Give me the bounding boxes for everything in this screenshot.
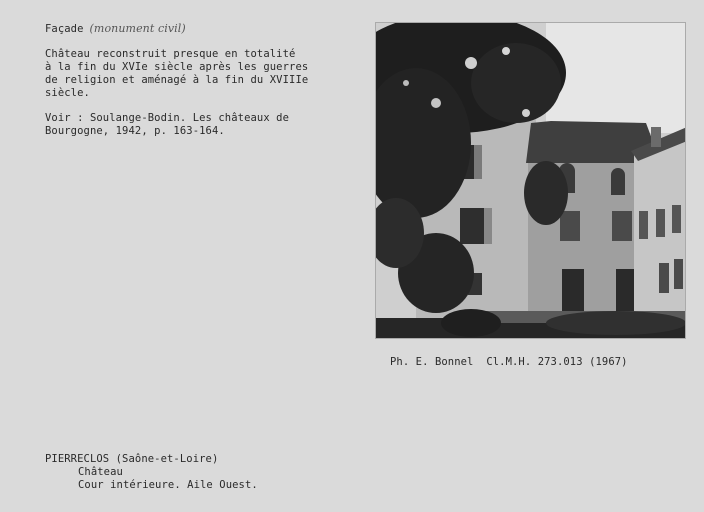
description-line: à la fin du XVIe siècle après les guerres [45, 61, 309, 73]
photo-credit: Ph. E. Bonnel Cl.M.H. 273.013 (1967) [390, 356, 628, 368]
location-building: Château [78, 466, 123, 478]
location-view: Cour intérieure. Aile Ouest. [78, 479, 258, 491]
reference-line: Voir : Soulange-Bodin. Les châteaux de [45, 112, 290, 124]
handwritten-annotation: (monument civil) [89, 22, 186, 35]
bibliographic-reference [45, 112, 289, 138]
description-line: Château reconstruit presque en totalité [45, 48, 296, 60]
reference-line: Bourgogne, 1942, p. 163-164. [45, 125, 225, 137]
chateau-photograph [375, 22, 686, 339]
description-line: de religion et aménagé à la fin du XVIIIe [45, 74, 309, 86]
description-line: siècle. [45, 87, 90, 99]
description [45, 48, 308, 100]
heading-label: Façade [45, 23, 84, 35]
location-place: PIERRECLOS (Saône-et-Loire) [45, 453, 219, 465]
heading [45, 22, 186, 36]
location-block [45, 453, 258, 492]
